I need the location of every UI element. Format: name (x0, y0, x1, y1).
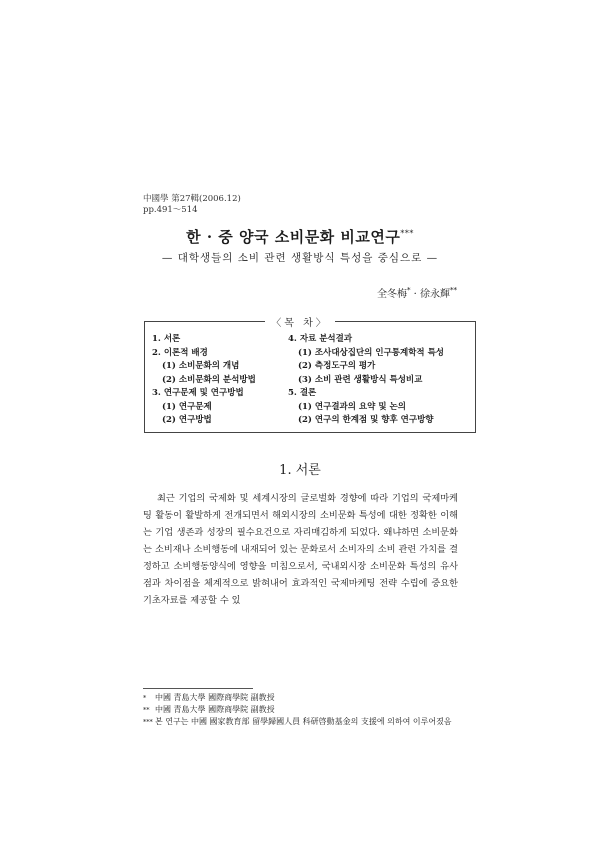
footnote-text: 본 연구는 中國 國家教育部 留學歸國人員 科研啓動基金의 支援에 의하여 이루어졌음 (155, 717, 452, 727)
toc-item: 1. 서론 (152, 334, 181, 344)
journal-pages: pp.491～514 (143, 205, 198, 215)
footnote (143, 692, 463, 704)
toc-heading-text: 〈목 차〉 (265, 318, 335, 329)
journal-info (143, 194, 241, 216)
toc-subitem: (2) 연구의 한계점 및 향후 연구방향 (298, 415, 434, 425)
paper-title-text: 한 · 중 양국 소비문화 비교연구 (186, 228, 401, 246)
footnote-text: 中國 青島大學 國際商學院 副教授 (155, 693, 275, 702)
toc-subitem: (1) 소비문화의 개념 (162, 361, 240, 371)
toc-subitem: (1) 조사대상집단의 인구통계학적 특성 (298, 347, 445, 358)
paper-subtitle: — 대학생들의 소비 관련 생활방식 특성을 중심으로 — (161, 252, 439, 264)
footnote (143, 704, 463, 716)
title-footnote-marker: *** (400, 229, 414, 238)
author-marker: * (406, 286, 411, 295)
body-text (143, 490, 458, 609)
toc-subitem: (2) 소비문화의 분석방법 (162, 374, 256, 385)
authors (377, 285, 457, 300)
footnote-marker: * (143, 694, 147, 702)
author-separator: · (410, 289, 420, 300)
toc-subitem: (3) 소비 관련 생활방식 특성비교 (298, 374, 423, 385)
paper-title (0, 226, 600, 247)
toc-item: 4. 자료 분석결과 (288, 334, 353, 344)
toc-subitem: (2) 측정도구의 평가 (298, 361, 376, 371)
toc-subitem: (1) 연구문제 (162, 401, 212, 412)
footnote-marker: *** (143, 718, 153, 727)
author-name: 全冬梅 (376, 289, 407, 300)
toc-subitem: (1) 연구결과의 요약 및 논의 (298, 401, 406, 412)
footnote (143, 716, 463, 728)
footnote-marker: ** (143, 706, 150, 715)
toc-right-column (288, 333, 444, 428)
toc-heading (0, 314, 600, 329)
section-heading: 1. 서론 (279, 463, 321, 478)
footnotes (143, 692, 463, 729)
toc-item: 3. 연구문제 및 연구방법 (152, 388, 244, 398)
body-paragraph: 최근 기업의 국제화 및 세계시장의 글로벌화 경향에 따라 기업의 국제마케팅 활동이 활발하게 전개되면서 해외시장의 소비문화 특성에 대한 정확한 이해는 기업 생존과 성장의 필수요건으로 자리매김하게 되었다. 왜냐하면 소비문화는 소비재나 소비행동에 내재되어 있는 문화로서 소비자의 소비 관련 가치를 결정하고 소비행동양식에 영향을 미침으로서, 국내외시장 소비문화 특성의 유사점과 차이점을 체계적으로 밝혀내어 효과적인 국제마케팅 전략 수립에 중요한 기초자료를 제공할 수 있 (143, 493, 458, 606)
toc-item: 5. 결론 (288, 388, 317, 398)
toc-subitem: (2) 연구방법 (162, 415, 212, 425)
toc-left-column (152, 333, 256, 428)
toc-item: 2. 이론적 배경 (152, 347, 208, 358)
journal-name-volume: 中國學 第27輯(2006.12) (143, 194, 241, 204)
footnote-divider (143, 688, 253, 689)
author-marker: ** (450, 286, 457, 295)
author-name: 徐永輝 (420, 289, 450, 300)
footnote-text: 中國 青島大學 國際商學院 副教授 (155, 705, 275, 715)
